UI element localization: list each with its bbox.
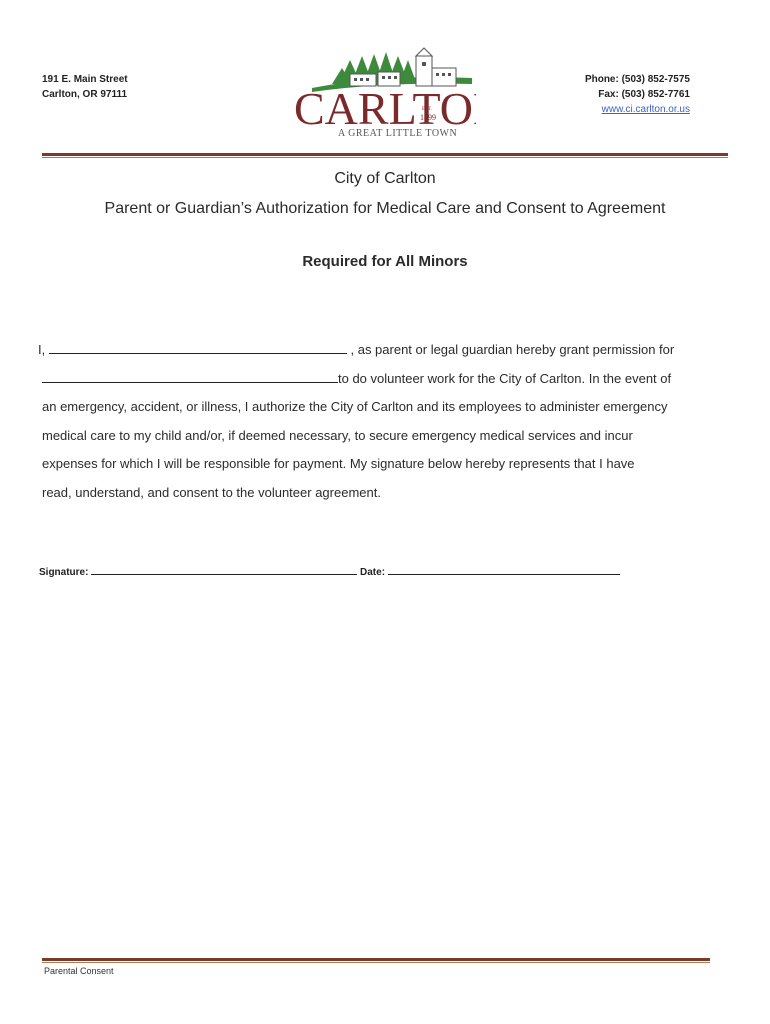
contact-block [585, 72, 690, 117]
paragraph-line-6: read, understand, and consent to the volunteer agreement. [42, 484, 381, 500]
paragraph-line-1 [38, 336, 732, 365]
line1-suffix: , as parent or legal guardian hereby grant permission for [350, 342, 675, 357]
paragraph-line-5: expenses for which I will be responsible for payment. My signature below hereby represents that I have [42, 456, 635, 472]
address-city: Carlton, OR 97111 [42, 89, 128, 100]
line2-suffix: to do volunteer work for the City of Carlton. In the event of [338, 370, 672, 386]
header-divider-thin [42, 157, 728, 158]
line1-prefix: I, [38, 342, 46, 357]
phone-number: Phone: (503) 852-7575 [584, 74, 690, 85]
paragraph-line-3: an emergency, accident, or illness, I authorize the City of Carlton and its employees to administer emergency [42, 399, 668, 415]
paragraph-line-4: medical care to my child and/or, if deemed necessary, to secure emergency medical services and incur [42, 427, 633, 443]
logo-year: 1899 [420, 113, 436, 122]
header-divider [42, 153, 728, 156]
form-title: Parent or Guardian’s Authorization for Medical Care and Consent to Agreement [104, 200, 666, 217]
carlton-logo [292, 46, 476, 140]
logo-tagline: A GREAT LITTLE TOWN [338, 128, 458, 139]
address-block [42, 72, 128, 102]
footer-divider-thin [42, 962, 710, 963]
paragraph-line-2 [42, 365, 732, 394]
consent-paragraph [38, 336, 732, 508]
guardian-name-field[interactable] [49, 339, 347, 354]
date-label: Date: [360, 567, 386, 578]
fax-number: Fax: (503) 852-7761 [598, 89, 690, 100]
signature-label: Signature: [39, 567, 89, 578]
logo-est: EST. [422, 107, 432, 112]
footer-label: Parental Consent [44, 966, 114, 976]
form-subtitle: Required for All Minors [302, 253, 468, 270]
website-link[interactable]: www.ci.carlton.or.us [601, 104, 690, 115]
footer-divider [42, 958, 710, 961]
minor-name-field[interactable] [42, 368, 338, 383]
carlton-logo-graphic [292, 46, 476, 140]
logo-name: CARLTO [294, 83, 473, 134]
address-street: 191 E. Main Street [42, 74, 128, 85]
signature-field[interactable] [91, 563, 357, 575]
signature-row [39, 563, 620, 578]
city-title: City of Carlton [334, 170, 436, 187]
date-field[interactable] [388, 563, 620, 575]
